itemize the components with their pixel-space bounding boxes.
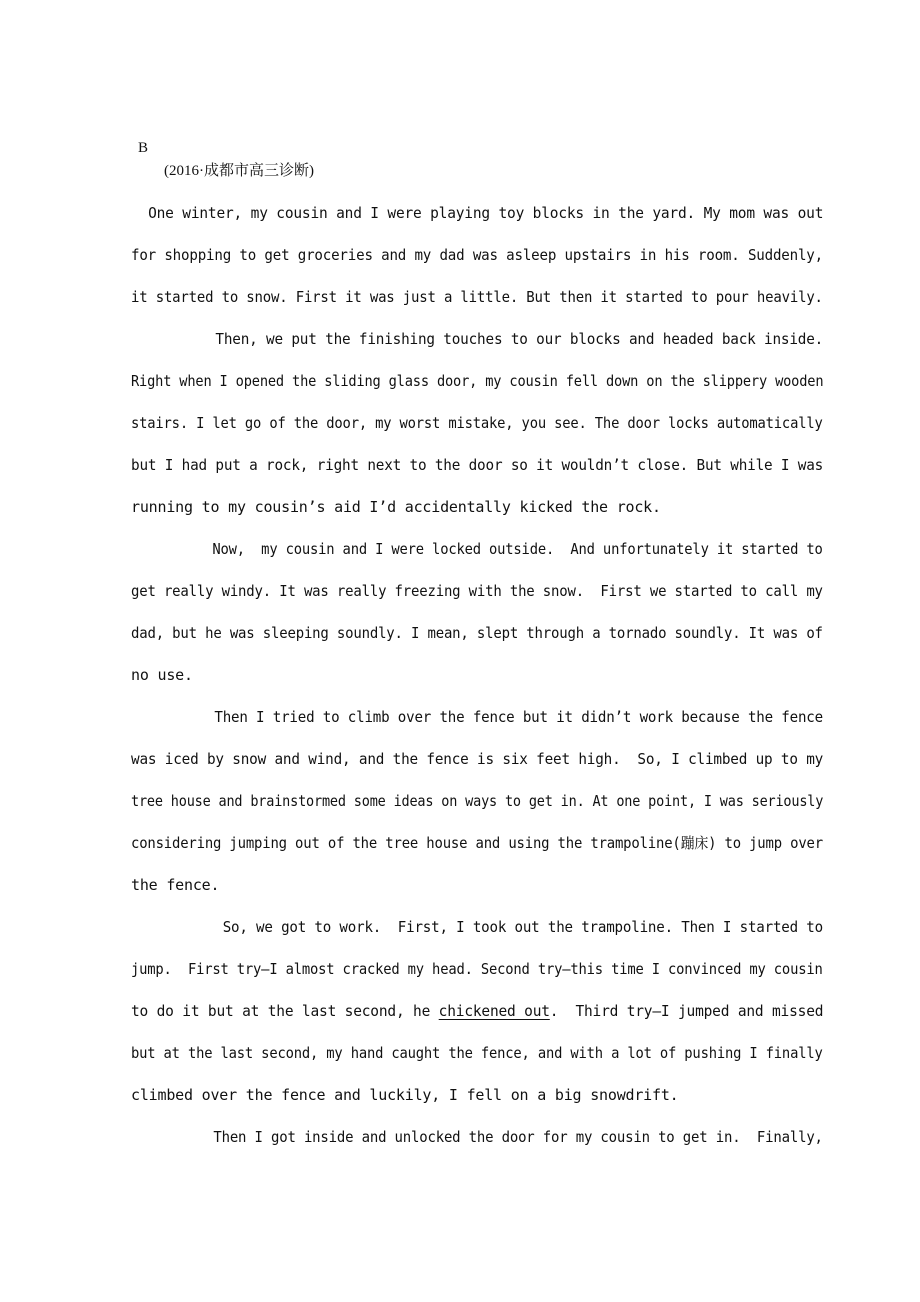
text-line: tree house and brainstormed some ideas on ways to get in. At one point, I was seriously	[131, 792, 824, 810]
text-segment: to do it but at the last second, he	[131, 1002, 439, 1020]
text-line: considering jumping out of the tree house and using the trampoline(蹦床) to jump over	[131, 834, 823, 852]
text-line: it started to snow. First it was just a little. But then it started to pour heavily.	[131, 288, 823, 306]
text-line: but at the last second, my hand caught the fence, and with a lot of pushing I finally	[131, 1044, 823, 1062]
text-line: stairs. I let go of the door, my worst mistake, you see. The door locks automatically	[131, 414, 823, 432]
text-line: for shopping to get groceries and my dad was asleep upstairs in his room. Suddenly,	[131, 246, 823, 264]
text-line: the fence.	[131, 876, 220, 894]
text-segment: . Third try—I jumped and missed	[549, 1002, 824, 1020]
section-letter: B	[138, 140, 149, 156]
text-line: no use.	[131, 666, 193, 684]
text-line-with-underline	[131, 1001, 823, 1021]
text-line: Now, my cousin and I were locked outside. And unfortunately it started to	[131, 540, 823, 558]
text-line: Right when I opened the sliding glass door, my cousin fell down on the slippery wooden	[131, 372, 824, 390]
text-line: So, we got to work. First, I took out the trampoline. Then I started to	[131, 918, 823, 936]
source-citation: (2016·成都市高三诊断)	[164, 163, 314, 179]
text-line: dad, but he was sleeping soundly. I mean, slept through a tornado soundly. It was of	[131, 624, 823, 642]
text-line: One winter, my cousin and I were playing toy blocks in the yard. My mom was out	[131, 204, 824, 222]
underlined-phrase: chickened out	[438, 1002, 550, 1020]
text-line: Then I tried to climb over the fence but it didn’t work because the fence	[131, 708, 823, 726]
text-line: was iced by snow and wind, and the fence is six feet high. So, I climbed up to my	[131, 750, 824, 768]
text-line: Then, we put the finishing touches to our blocks and headed back inside.	[131, 330, 824, 348]
text-line: climbed over the fence and luckily, I fell on a big snowdrift.	[131, 1086, 679, 1104]
text-line: but I had put a rock, right next to the door so it wouldn’t close. But while I was	[131, 456, 824, 474]
text-line: get really windy. It was really freezing with the snow. First we started to call my	[131, 582, 823, 600]
text-line: jump. First try—I almost cracked my head. Second try—this time I convinced my cousin	[131, 960, 823, 978]
text-line: Then I got inside and unlocked the door for my cousin to get in. Finally,	[131, 1128, 823, 1146]
text-line: running to my cousin’s aid I’d accidentally kicked the rock.	[131, 498, 661, 516]
